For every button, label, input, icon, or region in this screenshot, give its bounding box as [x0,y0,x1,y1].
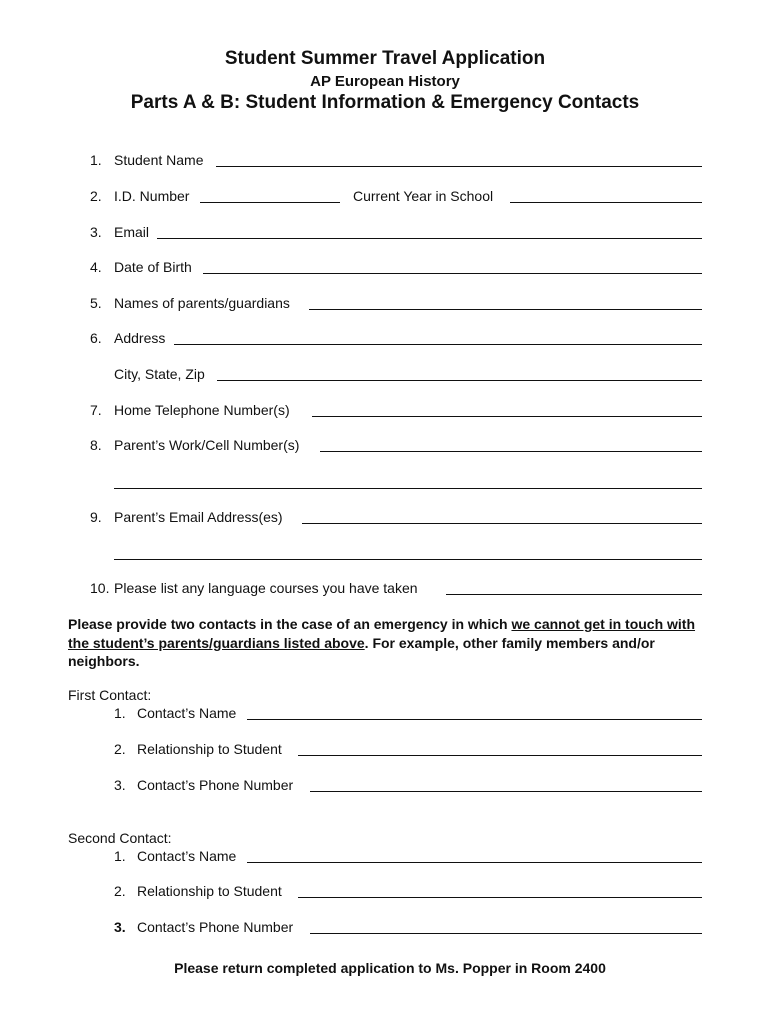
current-year-field[interactable] [510,202,702,203]
item-number: 9. [90,509,102,525]
return-instructions: Please return completed application to Ms. Popper in Room 2400 [174,960,606,976]
parent-phone-field[interactable] [320,451,702,452]
second-contact-phone-field[interactable] [310,933,702,934]
parent-email-field[interactable] [302,523,702,524]
language-courses-field[interactable] [446,594,702,595]
second-contact-phone-row [0,919,770,939]
first-contact-relationship-label: Relationship to Student [137,741,282,757]
emergency-intro-end: . For example, other family members and/or neighbors. [68,634,655,669]
parent-email-field-line-2[interactable] [114,559,702,560]
second-contact-relationship-row [0,883,770,903]
item-number: 2. [114,741,126,757]
parents-names-field[interactable] [309,309,702,310]
item-number: 1. [114,848,126,864]
home-phone-label: Home Telephone Number(s) [114,402,290,418]
section-title: Parts A & B: Student Information & Emergency Contacts [130,92,640,113]
first-contact-name-label: Contact’s Name [137,705,237,721]
language-courses-label: Please list any language courses you have taken [114,580,418,596]
emergency-instructions [68,615,708,671]
item-number: 8. [90,437,102,453]
address-field[interactable] [174,344,702,345]
first-contact-phone-label: Contact’s Phone Number [137,777,294,793]
item-number: 2. [114,883,126,899]
item-number: 3. [114,777,126,793]
dob-label: Date of Birth [114,259,192,275]
second-contact-name-field[interactable] [247,862,702,863]
city-state-zip-row [0,366,770,386]
parents-names-row [0,295,770,315]
parent-email-label: Parent’s Email Address(es) [114,509,283,525]
id-number-field[interactable] [200,202,340,203]
id-number-row [0,188,770,208]
email-field[interactable] [157,238,702,239]
second-contact-title: Second Contact: [68,830,172,846]
first-contact-name-field[interactable] [247,719,702,720]
home-phone-row [0,402,770,422]
item-number: 10. [90,580,110,596]
emergency-intro-underlined: we cannot get in touch with the student’s parents/guardians listed above [68,616,696,651]
email-row [0,224,770,244]
item-number: 2. [90,188,102,204]
item-number: 7. [90,402,102,418]
dob-field[interactable] [203,273,702,274]
student-name-field[interactable] [216,166,702,167]
second-contact-name-label: Contact’s Name [137,848,237,864]
second-contact-relationship-label: Relationship to Student [137,883,282,899]
city-state-zip-field[interactable] [217,380,702,381]
item-number: 1. [90,152,102,168]
emergency-intro-start: Please provide two contacts in the case of an emergency in which [68,616,512,632]
city-state-zip-label: City, State, Zip [114,366,205,382]
form-title: Student Summer Travel Application [224,48,546,69]
item-number: 6. [90,330,102,346]
first-contact-relationship-row [0,741,770,761]
first-contact-phone-field[interactable] [310,791,702,792]
address-row [0,330,770,350]
parent-phone-row [0,437,770,457]
id-number-label: I.D. Number [114,188,190,204]
first-contact-phone-row [0,777,770,797]
item-number: 3. [114,919,126,935]
parent-phone-field-line-2[interactable] [114,488,702,489]
second-contact-name-row [0,848,770,868]
parents-names-label: Names of parents/guardians [114,295,290,311]
first-contact-relationship-field[interactable] [298,755,702,756]
second-contact-relationship-field[interactable] [298,897,702,898]
first-contact-name-row [0,705,770,725]
first-contact-title: First Contact: [68,687,152,703]
language-courses-row [0,580,770,600]
student-name-row [0,152,770,172]
current-year-label: Current Year in School [353,188,494,204]
item-number: 4. [90,259,102,275]
item-number: 1. [114,705,126,721]
parent-email-row [0,509,770,529]
item-number: 5. [90,295,102,311]
item-number: 3. [90,224,102,240]
home-phone-field[interactable] [312,416,702,417]
second-contact-phone-label: Contact’s Phone Number [137,919,294,935]
email-label: Email [114,224,150,240]
course-name: AP European History [310,73,460,90]
address-label: Address [114,330,166,346]
dob-row [0,259,770,279]
student-name-label: Student Name [114,152,204,168]
parent-phone-label: Parent’s Work/Cell Number(s) [114,437,300,453]
